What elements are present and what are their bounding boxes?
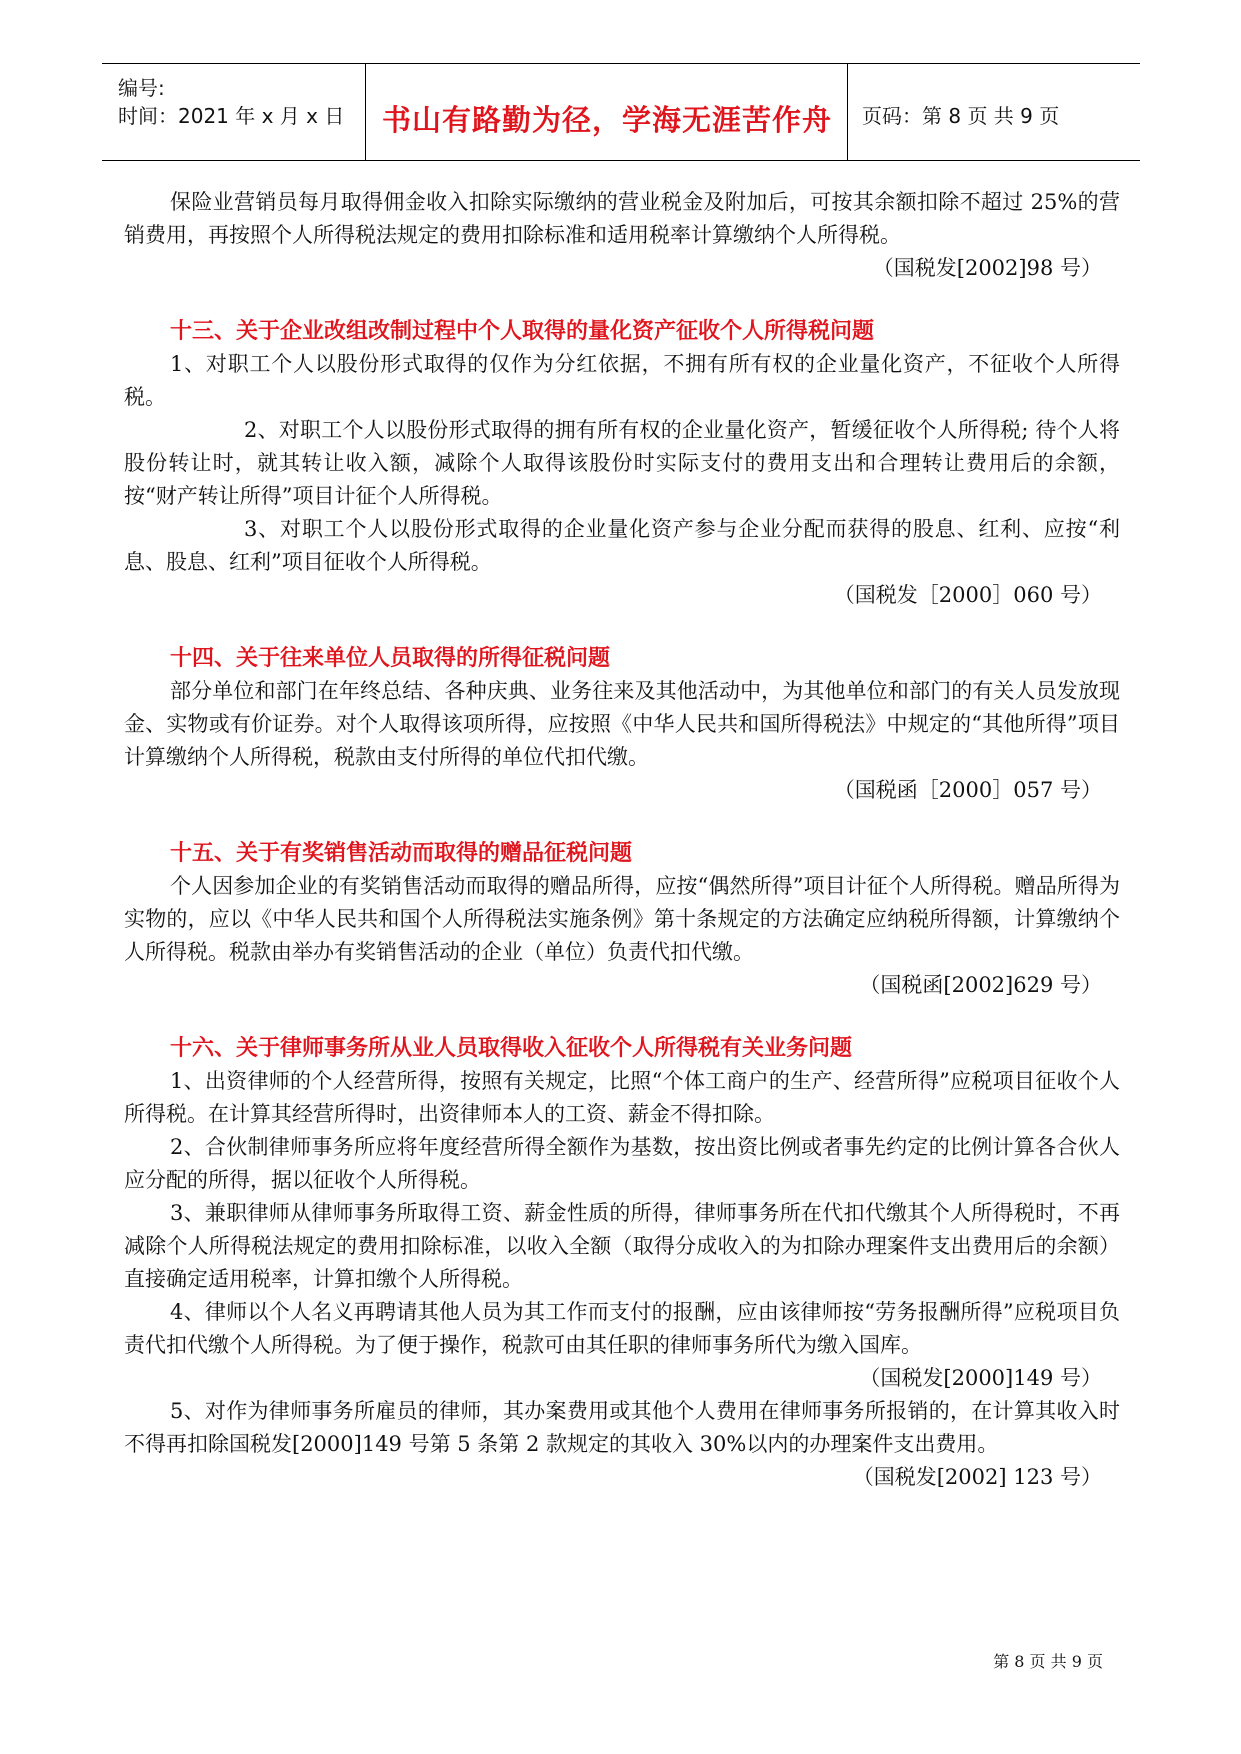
header-meta	[102, 64, 366, 160]
section-15-source: （国税函[2002]629 号）	[859, 973, 1102, 997]
page-footer: 第 8 页 共 9 页	[993, 1652, 1103, 1671]
section-16-item-4: 4、律师以个人名义再聘请其他人员为其工作而支付的报酬，应由该律师按“劳务报酬所得”应税项目负责代扣代缴个人所得税。为了便于操作，税款可由其任职的律师事务所代为缴入国库。	[124, 1300, 1120, 1357]
motto: 书山有路勤为径，学海无涯苦作舟	[381, 103, 832, 137]
section-16-heading: 十六、关于律师事务所从业人员取得收入征收个人所得税有关业务问题	[170, 1036, 853, 1061]
page-header	[102, 63, 1140, 161]
section-16-source-1: （国税发[2000]149 号）	[859, 1366, 1102, 1390]
section-16-source-2: （国税发[2002] 123 号）	[852, 1465, 1102, 1489]
section-13-item-3: 3、对职工个人以股份形式取得的企业量化资产参与企业分配而获得的股息、红利、应按“利息、股息、红利”项目征收个人所得税。	[124, 517, 1120, 574]
section-13-source: （国税发［2000］060 号）	[833, 583, 1102, 607]
section-16-item-5: 5、对作为律师事务所雇员的律师，其办案费用或其他个人费用在律师事务所报销的，在计算其收入时不得再扣除国税发[2000]149 号第 5 条第 2 款规定的其收入 30%以内的办理案件支出费用。	[124, 1399, 1120, 1456]
section-16-item-3: 3、兼职律师从律师事务所取得工资、薪金性质的所得，律师事务所在代扣代缴其个人所得税时，不再减除个人所得税法规定的费用扣除标准，以收入全额（取得分成收入的为扣除办理案件支出费用后的余额）直接确定适用税率，计算扣缴个人所得税。	[124, 1201, 1120, 1291]
number-label: 编号:	[118, 76, 165, 100]
section-14-source: （国税函［2000］057 号）	[833, 778, 1102, 802]
section-15-paragraph: 个人因参加企业的有奖销售活动而取得的赠品所得，应按“偶然所得”项目计征个人所得税。赠品所得为实物的，应以《中华人民共和国个人所得税法实施条例》第十条规定的方法确定应纳税所得额，计算缴纳个人所得税。税款由举办有奖销售活动的企业（单位）负责代扣代缴。	[124, 874, 1120, 964]
section-13-item-1: 1、对职工个人以股份形式取得的仅作为分红依据，不拥有所有权的企业量化资产，不征收个人所得税。	[124, 352, 1120, 409]
section-15-heading: 十五、关于有奖销售活动而取得的赠品征税问题	[170, 841, 633, 866]
document-body	[124, 186, 1120, 1494]
intro-paragraph: 保险业营销员每月取得佣金收入扣除实际缴纳的营业税金及附加后，可按其余额扣除不超过 25%的营销费用，再按照个人所得税法规定的费用扣除标准和适用税率计算缴纳个人所得税。	[124, 190, 1120, 247]
header-motto-cell	[367, 64, 848, 160]
section-14-heading: 十四、关于往来单位人员取得的所得征税问题	[170, 646, 611, 671]
page-info: 页码：第 8 页 共 9 页	[862, 104, 1060, 128]
time-label: 时间：2021 年 x 月 x 日	[118, 104, 345, 128]
section-13-item-2: 2、对职工个人以股份形式取得的拥有所有权的企业量化资产，暂缓征收个人所得税; 待个人将股份转让时，就其转让收入额，减除个人取得该股份时实际支付的费用支出和合理转让费用后的余额，按“财产转让所得”项目计征个人所得税。	[124, 418, 1120, 508]
section-16-item-1: 1、出资律师的个人经营所得，按照有关规定，比照“个体工商户的生产、经营所得”应税项目征收个人所得税。在计算其经营所得时，出资律师本人的工资、薪金不得扣除。	[124, 1069, 1120, 1126]
section-16-item-2: 2、合伙制律师事务所应将年度经营所得全额作为基数，按出资比例或者事先约定的比例计算各合伙人应分配的所得，据以征收个人所得税。	[124, 1135, 1120, 1192]
section-14-paragraph: 部分单位和部门在年终总结、各种庆典、业务往来及其他活动中，为其他单位和部门的有关人员发放现金、实物或有价证券。对个人取得该项所得，应按照《中华人民共和国所得税法》中规定的“其他所得”项目计算缴纳个人所得税，税款由支付所得的单位代扣代缴。	[124, 679, 1120, 769]
intro-source: （国税发[2002]98 号）	[872, 256, 1102, 280]
section-13-heading: 十三、关于企业改组改制过程中个人取得的量化资产征收个人所得税问题	[170, 319, 875, 344]
